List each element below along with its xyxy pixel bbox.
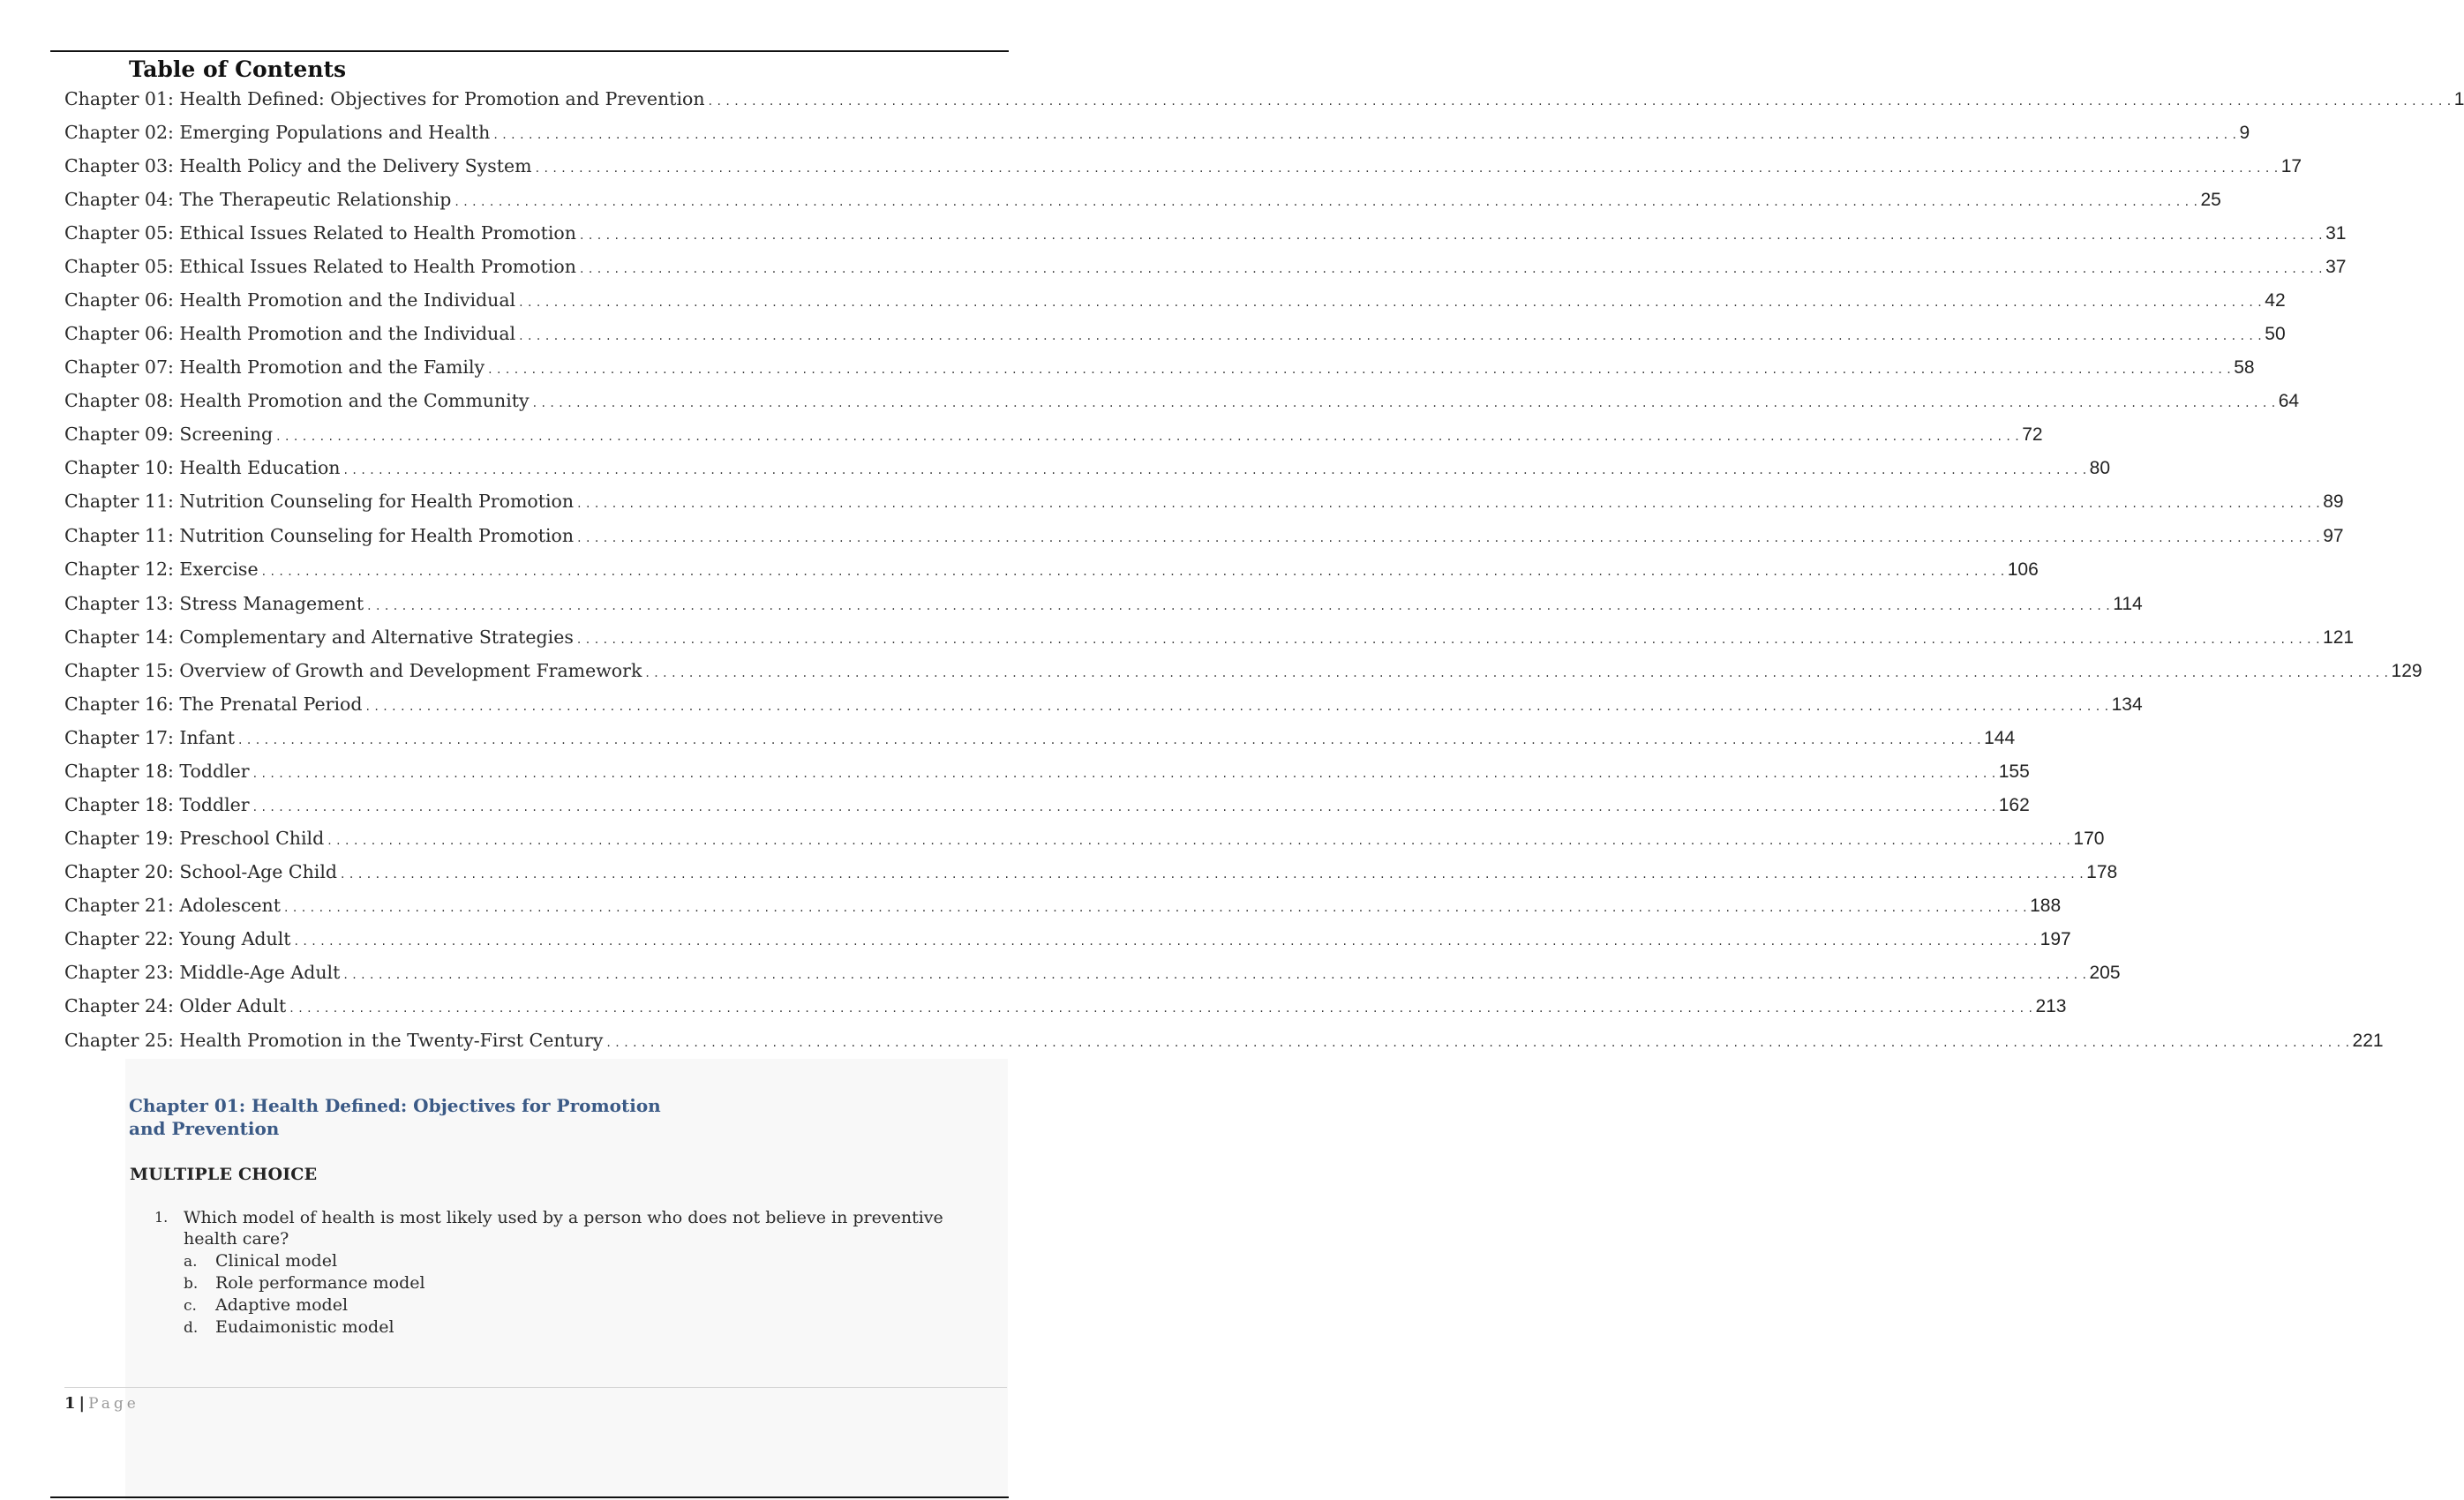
toc-entry-label: Chapter 18: Toddler xyxy=(64,794,250,815)
toc-entry-label: Chapter 07: Health Promotion and the Family xyxy=(64,356,485,378)
toc-entry-label: Chapter 25: Health Promotion in the Twenty-First Century xyxy=(64,1030,604,1051)
toc-title: Table of Contents xyxy=(129,56,347,82)
toc-entry-page: 170 xyxy=(2073,829,2105,849)
toc-entry-label: Chapter 08: Health Promotion and the Community xyxy=(64,390,530,411)
toc-entry-label: Chapter 01: Health Defined: Objectives for Promotion and Prevention xyxy=(64,88,705,109)
toc-entry-page: 162 xyxy=(1998,795,2030,815)
toc-entry[interactable] xyxy=(64,153,2302,179)
toc-entry-page: 80 xyxy=(2089,458,2111,478)
toc-entry[interactable] xyxy=(64,959,2121,986)
toc-entry[interactable] xyxy=(64,354,2255,380)
toc-entry[interactable] xyxy=(64,320,2286,347)
toc-entry-page: 58 xyxy=(2234,357,2255,378)
toc-dot-leader: . . . . . . . . . . . . . . . . . . . . . . . . . . . . . . . . . . . . . . . . . . . . . . . . . . . . . . . . . . . . . . . . . . . . . . . . . . . . . . . . . . . . . . . . . . . . . . . . . . . . . . . . . . . . . . . . . . . . . . . . . . . . . . . . . . . . . . . . . . . . . . . . . . . . . . . . . . . . . . . . . . . . . . . . . . . . . . . . . . . . . . . . . . . . . . . . . . . . . . . . xyxy=(327,834,2071,848)
toc-entry[interactable] xyxy=(64,691,2143,717)
toc-entry-label: Chapter 19: Preschool Child xyxy=(64,828,325,849)
toc-entry-page: 89 xyxy=(2323,491,2344,512)
toc-entry-label: Chapter 24: Older Adult xyxy=(64,995,287,1016)
toc-entry-label: Chapter 11: Nutrition Counseling for Health Promotion xyxy=(64,491,575,512)
footer-page-word: Page xyxy=(88,1395,139,1413)
toc-entry[interactable] xyxy=(64,220,2347,246)
toc-entry[interactable] xyxy=(64,421,2043,447)
toc-dot-leader: . . . . . . . . . . . . . . . . . . . . . . . . . . . . . . . . . . . . . . . . . . . . . . . . . . . . . . . . . . . . . . . . . . . . . . . . . . . . . . . . . . . . . . . . . . . . . . . . . . . . . . . . . . . . . . . . . . . . . . . . . . . . . . . . . . . . . . . . . . . . . . . . . . . . . . . . . . . . . . . . . . . . . . . . . . . . . . . . . . . . . . . . . . . . . . . . . . . . . . . . xyxy=(252,767,1996,781)
option-text: Eudaimonistic model xyxy=(215,1317,394,1337)
toc-dot-leader: . . . . . . . . . . . . . . . . . . . . . . . . . . . . . . . . . . . . . . . . . . . . . . . . . . . . . . . . . . . . . . . . . . . . . . . . . . . . . . . . . . . . . . . . . . . . . . . . . . . . . . . . . . . . . . . . . . . . . . . . . . . . . . . . . . . . . . . . . . . . . . . . . . . . . . . . . . . . . . . . . . . . . . . . . . . . . . . . . . . . . . . . . . . . . . . . . . . . . . . . xyxy=(579,229,2324,243)
footer-separator: | xyxy=(79,1394,86,1413)
section-heading: MULTIPLE CHOICE xyxy=(130,1165,318,1184)
toc-entry[interactable] xyxy=(64,758,2030,784)
toc-entry-page: 72 xyxy=(2022,424,2043,445)
toc-entry-label: Chapter 23: Middle-Age Adult xyxy=(64,962,341,983)
toc-entry-page: 1 xyxy=(2453,89,2464,109)
toc-entry-label: Chapter 10: Health Education xyxy=(64,457,341,478)
answer-options xyxy=(184,1250,425,1339)
toc-entry-label: Chapter 05: Ethical Issues Related to Health Promotion xyxy=(64,256,576,277)
answer-option xyxy=(184,1294,425,1316)
toc-dot-leader: . . . . . . . . . . . . . . . . . . . . . . . . . . . . . . . . . . . . . . . . . . . . . . . . . . . . . . . . . . . . . . . . . . . . . . . . . . . . . . . . . . . . . . . . . . . . . . . . . . . . . . . . . . . . . . . . . . . . . . . . . . . . . . . . . . . . . . . . . . . . . . . . . . . . . . . . . . . . . . . . . . . . . . . . . . . . . . . . . . . . . . . . . . . . . . . . . . . . . . . . xyxy=(294,934,2038,949)
toc-entry-label: Chapter 17: Infant xyxy=(64,727,235,748)
toc-entry-label: Chapter 04: The Therapeutic Relationship xyxy=(64,189,452,210)
option-text: Adaptive model xyxy=(215,1295,349,1315)
toc-dot-leader: . . . . . . . . . . . . . . . . . . . . . . . . . . . . . . . . . . . . . . . . . . . . . . . . . . . . . . . . . . . . . . . . . . . . . . . . . . . . . . . . . . . . . . . . . . . . . . . . . . . . . . . . . . . . . . . . . . . . . . . . . . . . . . . . . . . . . . . . . . . . . . . . . . . . . . . . . . . . . . . . . . . . . . . . . . . . . . . . . . . . . . . . . . . . . . . . . . . . . . . . xyxy=(576,633,2321,647)
toc-entry-page: 64 xyxy=(2278,391,2300,411)
toc-entry-page: 17 xyxy=(2280,156,2302,176)
option-text: Clinical model xyxy=(215,1251,338,1271)
toc-dot-leader: . . . . . . . . . . . . . . . . . . . . . . . . . . . . . . . . . . . . . . . . . . . . . . . . . . . . . . . . . . . . . . . . . . . . . . . . . . . . . . . . . . . . . . . . . . . . . . . . . . . . . . . . . . . . . . . . . . . . . . . . . . . . . . . . . . . . . . . . . . . . . . . . . . . . . . . . . . . . . . . . . . . . . . . . . . . . . . . . . . . . . . . . . . . . . . . . . . . . . . . . xyxy=(519,296,2263,310)
toc-entry-label: Chapter 09: Screening xyxy=(64,424,274,445)
question-number: 1. xyxy=(154,1209,169,1226)
toc-dot-leader: . . . . . . . . . . . . . . . . . . . . . . . . . . . . . . . . . . . . . . . . . . . . . . . . . . . . . . . . . . . . . . . . . . . . . . . . . . . . . . . . . . . . . . . . . . . . . . . . . . . . . . . . . . . . . . . . . . . . . . . . . . . . . . . . . . . . . . . . . . . . . . . . . . . . . . . . . . . . . . . . . . . . . . . . . . . . . . . . . . . . . . . . . . . . . . . . . . . . . . . . xyxy=(645,666,2389,680)
toc-entry-page: 50 xyxy=(2265,324,2286,344)
toc-dot-leader: . . . . . . . . . . . . . . . . . . . . . . . . . . . . . . . . . . . . . . . . . . . . . . . . . . . . . . . . . . . . . . . . . . . . . . . . . . . . . . . . . . . . . . . . . . . . . . . . . . . . . . . . . . . . . . . . . . . . . . . . . . . . . . . . . . . . . . . . . . . . . . . . . . . . . . . . . . . . . . . . . . . . . . . . . . . . . . . . . . . . . . . . . . . . . . . . . . . . . . . . xyxy=(532,396,2276,410)
toc-entry-page: 134 xyxy=(2111,694,2143,715)
toc-entry[interactable] xyxy=(64,657,2423,684)
toc-entry-page: 31 xyxy=(2325,223,2347,244)
toc-entry[interactable] xyxy=(64,454,2111,481)
option-letter: c. xyxy=(184,1297,197,1315)
toc-entry[interactable] xyxy=(64,1027,2384,1054)
chapter-heading: Chapter 01: Health Defined: Objectives for Promotion and Prevention xyxy=(129,1095,661,1139)
toc-entry-page: 129 xyxy=(2391,661,2423,681)
toc-entry-label: Chapter 22: Young Adult xyxy=(64,928,291,949)
toc-entry-label: Chapter 13: Stress Management xyxy=(64,593,364,614)
toc-entry-page: 37 xyxy=(2325,257,2347,277)
toc-entry-label: Chapter 20: School-Age Child xyxy=(64,861,338,882)
toc-dot-leader: . . . . . . . . . . . . . . . . . . . . . . . . . . . . . . . . . . . . . . . . . . . . . . . . . . . . . . . . . . . . . . . . . . . . . . . . . . . . . . . . . . . . . . . . . . . . . . . . . . . . . . . . . . . . . . . . . . . . . . . . . . . . . . . . . . . . . . . . . . . . . . . . . . . . . . . . . . . . . . . . . . . . . . . . . . . . . . . . . . . . . . . . . . . . . . . . . . . . . . . . xyxy=(341,867,2085,881)
toc-entry-page: 114 xyxy=(2113,594,2143,614)
toc-entry-label: Chapter 12: Exercise xyxy=(64,559,259,580)
toc-entry-page: 25 xyxy=(2200,190,2221,210)
toc-entry[interactable] xyxy=(64,724,2016,751)
answer-option xyxy=(184,1272,425,1294)
toc-entry[interactable] xyxy=(64,791,2030,818)
toc-entry-label: Chapter 06: Health Promotion and the Individual xyxy=(64,323,516,344)
toc-dot-leader: . . . . . . . . . . . . . . . . . . . . . . . . . . . . . . . . . . . . . . . . . . . . . . . . . . . . . . . . . . . . . . . . . . . . . . . . . . . . . . . . . . . . . . . . . . . . . . . . . . . . . . . . . . . . . . . . . . . . . . . . . . . . . . . . . . . . . . . . . . . . . . . . . . . . . . . . . . . . . . . . . . . . . . . . . . . . . . . . . . . . . . . . . . . . . . . . . . . . . . . . xyxy=(535,161,2279,176)
toc-entry-label: Chapter 16: The Prenatal Period xyxy=(64,694,363,715)
toc-dot-leader: . . . . . . . . . . . . . . . . . . . . . . . . . . . . . . . . . . . . . . . . . . . . . . . . . . . . . . . . . . . . . . . . . . . . . . . . . . . . . . . . . . . . . . . . . . . . . . . . . . . . . . . . . . . . . . . . . . . . . . . . . . . . . . . . . . . . . . . . . . . . . . . . . . . . . . . . . . . . . . . . . . . . . . . . . . . . . . . . . . . . . . . . . . . . . . . . . . . . . . . . xyxy=(343,968,2087,982)
toc-entry[interactable] xyxy=(64,859,2118,885)
toc-entry[interactable] xyxy=(64,825,2105,851)
toc-entry-page: 178 xyxy=(2086,862,2118,882)
footer-rule xyxy=(64,1387,1007,1388)
toc-entry-label: Chapter 18: Toddler xyxy=(64,761,250,782)
toc-entry[interactable] xyxy=(64,926,2071,952)
toc-entry-page: 97 xyxy=(2323,526,2344,546)
footer-page-number: 1 xyxy=(64,1394,76,1413)
toc-dot-leader: . . . . . . . . . . . . . . . . . . . . . . . . . . . . . . . . . . . . . . . . . . . . . . . . . . . . . . . . . . . . . . . . . . . . . . . . . . . . . . . . . . . . . . . . . . . . . . . . . . . . . . . . . . . . . . . . . . . . . . . . . . . . . . . . . . . . . . . . . . . . . . . . . . . . . . . . . . . . . . . . . . . . . . . . . . . . . . . . . . . . . . . . . . . . . . . . . . . . . . . . xyxy=(488,363,2232,377)
page-footer xyxy=(64,1392,139,1415)
option-text: Role performance model xyxy=(215,1273,425,1293)
toc-dot-leader: . . . . . . . . . . . . . . . . . . . . . . . . . . . . . . . . . . . . . . . . . . . . . . . . . . . . . . . . . . . . . . . . . . . . . . . . . . . . . . . . . . . . . . . . . . . . . . . . . . . . . . . . . . . . . . . . . . . . . . . . . . . . . . . . . . . . . . . . . . . . . . . . . . . . . . . . . . . . . . . . . . . . . . . . . . . . . . . . . . . . . . . . . . . . . . . . . . . . . . . . xyxy=(519,329,2263,343)
option-letter: b. xyxy=(184,1275,199,1293)
toc-entry[interactable] xyxy=(64,556,2039,582)
toc-entry[interactable] xyxy=(64,387,2300,414)
toc-dot-leader: . . . . . . . . . . . . . . . . . . . . . . . . . . . . . . . . . . . . . . . . . . . . . . . . . . . . . . . . . . . . . . . . . . . . . . . . . . . . . . . . . . . . . . . . . . . . . . . . . . . . . . . . . . . . . . . . . . . . . . . . . . . . . . . . . . . . . . . . . . . . . . . . . . . . . . . . . . . . . . . . . . . . . . . . . . . . . . . . . . . . . . . . . . . . . . . . . . . . . . . . xyxy=(606,1036,2350,1050)
toc-dot-leader: . . . . . . . . . . . . . . . . . . . . . . . . . . . . . . . . . . . . . . . . . . . . . . . . . . . . . . . . . . . . . . . . . . . . . . . . . . . . . . . . . . . . . . . . . . . . . . . . . . . . . . . . . . . . . . . . . . . . . . . . . . . . . . . . . . . . . . . . . . . . . . . . . . . . . . . . . . . . . . . . . . . . . . . . . . . . . . . . . . . . . . . . . . . . . . . . . . . . . . . . xyxy=(454,195,2198,209)
toc-entry-page: 144 xyxy=(1984,728,2016,748)
toc-dot-leader: . . . . . . . . . . . . . . . . . . . . . . . . . . . . . . . . . . . . . . . . . . . . . . . . . . . . . . . . . . . . . . . . . . . . . . . . . . . . . . . . . . . . . . . . . . . . . . . . . . . . . . . . . . . . . . . . . . . . . . . . . . . . . . . . . . . . . . . . . . . . . . . . . . . . . . . . . . . . . . . . . . . . . . . . . . . . . . . . . . . . . . . . . . . . . . . . . . . . . . . . xyxy=(708,94,2452,109)
toc-dot-leader: . . . . . . . . . . . . . . . . . . . . . . . . . . . . . . . . . . . . . . . . . . . . . . . . . . . . . . . . . . . . . . . . . . . . . . . . . . . . . . . . . . . . . . . . . . . . . . . . . . . . . . . . . . . . . . . . . . . . . . . . . . . . . . . . . . . . . . . . . . . . . . . . . . . . . . . . . . . . . . . . . . . . . . . . . . . . . . . . . . . . . . . . . . . . . . . . . . . . . . . . xyxy=(577,497,2321,511)
toc-entry[interactable] xyxy=(64,287,2286,313)
toc-entry-page: 221 xyxy=(2352,1031,2384,1051)
toc-entry-page: 106 xyxy=(2007,559,2039,580)
toc-dot-leader: . . . . . . . . . . . . . . . . . . . . . . . . . . . . . . . . . . . . . . . . . . . . . . . . . . . . . . . . . . . . . . . . . . . . . . . . . . . . . . . . . . . . . . . . . . . . . . . . . . . . . . . . . . . . . . . . . . . . . . . . . . . . . . . . . . . . . . . . . . . . . . . . . . . . . . . . . . . . . . . . . . . . . . . . . . . . . . . . . . . . . . . . . . . . . . . . . . . . . . . . xyxy=(577,531,2321,545)
toc-entry-label: Chapter 14: Complementary and Alternative Strategies xyxy=(64,626,574,648)
toc-entry[interactable] xyxy=(64,522,2344,549)
toc-entry-page: 42 xyxy=(2265,290,2286,311)
toc-dot-leader: . . . . . . . . . . . . . . . . . . . . . . . . . . . . . . . . . . . . . . . . . . . . . . . . . . . . . . . . . . . . . . . . . . . . . . . . . . . . . . . . . . . . . . . . . . . . . . . . . . . . . . . . . . . . . . . . . . . . . . . . . . . . . . . . . . . . . . . . . . . . . . . . . . . . . . . . . . . . . . . . . . . . . . . . . . . . . . . . . . . . . . . . . . . . . . . . . . . . . . . . xyxy=(493,128,2237,142)
toc-entry-page: 205 xyxy=(2089,963,2121,983)
top-rule xyxy=(50,50,1009,52)
toc-entry-label: Chapter 02: Emerging Populations and Health xyxy=(64,122,491,143)
toc-entry[interactable] xyxy=(64,253,2347,280)
toc-dot-leader: . . . . . . . . . . . . . . . . . . . . . . . . . . . . . . . . . . . . . . . . . . . . . . . . . . . . . . . . . . . . . . . . . . . . . . . . . . . . . . . . . . . . . . . . . . . . . . . . . . . . . . . . . . . . . . . . . . . . . . . . . . . . . . . . . . . . . . . . . . . . . . . . . . . . . . . . . . . . . . . . . . . . . . . . . . . . . . . . . . . . . . . . . . . . . . . . . . . . . . . . xyxy=(579,262,2324,276)
toc-dot-leader: . . . . . . . . . . . . . . . . . . . . . . . . . . . . . . . . . . . . . . . . . . . . . . . . . . . . . . . . . . . . . . . . . . . . . . . . . . . . . . . . . . . . . . . . . . . . . . . . . . . . . . . . . . . . . . . . . . . . . . . . . . . . . . . . . . . . . . . . . . . . . . . . . . . . . . . . . . . . . . . . . . . . . . . . . . . . . . . . . . . . . . . . . . . . . . . . . . . . . . . . xyxy=(237,733,1982,747)
toc-entry-label: Chapter 05: Ethical Issues Related to Health Promotion xyxy=(64,222,576,244)
toc-entry[interactable] xyxy=(64,993,2067,1019)
answer-option xyxy=(184,1316,425,1339)
toc-entry-page: 121 xyxy=(2323,627,2355,648)
toc-dot-leader: . . . . . . . . . . . . . . . . . . . . . . . . . . . . . . . . . . . . . . . . . . . . . . . . . . . . . . . . . . . . . . . . . . . . . . . . . . . . . . . . . . . . . . . . . . . . . . . . . . . . . . . . . . . . . . . . . . . . . . . . . . . . . . . . . . . . . . . . . . . . . . . . . . . . . . . . . . . . . . . . . . . . . . . . . . . . . . . . . . . . . . . . . . . . . . . . . . . . . . . . xyxy=(365,700,2109,714)
toc-entry[interactable] xyxy=(64,892,2062,919)
question-text: Which model of health is most likely used by a person who does not believe in preventive health care? xyxy=(184,1208,943,1249)
toc-entry-label: Chapter 15: Overview of Growth and Development Framework xyxy=(64,660,642,681)
toc-entry-page: 188 xyxy=(2030,896,2062,916)
toc-entry-label: Chapter 03: Health Policy and the Delivery System xyxy=(64,155,532,176)
bottom-rule xyxy=(50,1496,1009,1498)
toc-entry[interactable] xyxy=(64,119,2250,146)
toc-entry[interactable] xyxy=(64,86,2464,112)
toc-entry-label: Chapter 21: Adolescent xyxy=(64,895,281,916)
toc-dot-leader: . . . . . . . . . . . . . . . . . . . . . . . . . . . . . . . . . . . . . . . . . . . . . . . . . . . . . . . . . . . . . . . . . . . . . . . . . . . . . . . . . . . . . . . . . . . . . . . . . . . . . . . . . . . . . . . . . . . . . . . . . . . . . . . . . . . . . . . . . . . . . . . . . . . . . . . . . . . . . . . . . . . . . . . . . . . . . . . . . . . . . . . . . . . . . . . . . . . . . . . . xyxy=(367,599,2111,613)
toc-dot-leader: . . . . . . . . . . . . . . . . . . . . . . . . . . . . . . . . . . . . . . . . . . . . . . . . . . . . . . . . . . . . . . . . . . . . . . . . . . . . . . . . . . . . . . . . . . . . . . . . . . . . . . . . . . . . . . . . . . . . . . . . . . . . . . . . . . . . . . . . . . . . . . . . . . . . . . . . . . . . . . . . . . . . . . . . . . . . . . . . . . . . . . . . . . . . . . . . . . . . . . . . xyxy=(252,800,1996,814)
toc-dot-leader: . . . . . . . . . . . . . . . . . . . . . . . . . . . . . . . . . . . . . . . . . . . . . . . . . . . . . . . . . . . . . . . . . . . . . . . . . . . . . . . . . . . . . . . . . . . . . . . . . . . . . . . . . . . . . . . . . . . . . . . . . . . . . . . . . . . . . . . . . . . . . . . . . . . . . . . . . . . . . . . . . . . . . . . . . . . . . . . . . . . . . . . . . . . . . . . . . . . . . . . . xyxy=(289,1001,2033,1016)
toc-entry-label: Chapter 11: Nutrition Counseling for Health Promotion xyxy=(64,525,575,546)
toc-entry[interactable] xyxy=(64,590,2143,617)
toc-entry-label: Chapter 06: Health Promotion and the Individual xyxy=(64,289,516,311)
toc-entry[interactable] xyxy=(64,624,2355,650)
toc-dot-leader: . . . . . . . . . . . . . . . . . . . . . . . . . . . . . . . . . . . . . . . . . . . . . . . . . . . . . . . . . . . . . . . . . . . . . . . . . . . . . . . . . . . . . . . . . . . . . . . . . . . . . . . . . . . . . . . . . . . . . . . . . . . . . . . . . . . . . . . . . . . . . . . . . . . . . . . . . . . . . . . . . . . . . . . . . . . . . . . . . . . . . . . . . . . . . . . . . . . . . . . . xyxy=(283,901,2028,915)
toc-dot-leader: . . . . . . . . . . . . . . . . . . . . . . . . . . . . . . . . . . . . . . . . . . . . . . . . . . . . . . . . . . . . . . . . . . . . . . . . . . . . . . . . . . . . . . . . . . . . . . . . . . . . . . . . . . . . . . . . . . . . . . . . . . . . . . . . . . . . . . . . . . . . . . . . . . . . . . . . . . . . . . . . . . . . . . . . . . . . . . . . . . . . . . . . . . . . . . . . . . . . . . . . xyxy=(343,463,2087,477)
toc-entry[interactable] xyxy=(64,488,2344,514)
option-letter: a. xyxy=(184,1253,198,1271)
toc-dot-leader: . . . . . . . . . . . . . . . . . . . . . . . . . . . . . . . . . . . . . . . . . . . . . . . . . . . . . . . . . . . . . . . . . . . . . . . . . . . . . . . . . . . . . . . . . . . . . . . . . . . . . . . . . . . . . . . . . . . . . . . . . . . . . . . . . . . . . . . . . . . . . . . . . . . . . . . . . . . . . . . . . . . . . . . . . . . . . . . . . . . . . . . . . . . . . . . . . . . . . . . . xyxy=(276,430,2020,444)
toc-entry[interactable] xyxy=(64,186,2221,213)
toc-entry-page: 213 xyxy=(2035,996,2067,1016)
option-letter: d. xyxy=(184,1319,199,1337)
answer-option xyxy=(184,1250,425,1272)
toc-dot-leader: . . . . . . . . . . . . . . . . . . . . . . . . . . . . . . . . . . . . . . . . . . . . . . . . . . . . . . . . . . . . . . . . . . . . . . . . . . . . . . . . . . . . . . . . . . . . . . . . . . . . . . . . . . . . . . . . . . . . . . . . . . . . . . . . . . . . . . . . . . . . . . . . . . . . . . . . . . . . . . . . . . . . . . . . . . . . . . . . . . . . . . . . . . . . . . . . . . . . . . . . xyxy=(261,565,2005,579)
toc-entry-page: 197 xyxy=(2040,929,2071,949)
toc-entry-page: 155 xyxy=(1998,761,2030,782)
toc-entry-page: 9 xyxy=(2239,123,2250,143)
